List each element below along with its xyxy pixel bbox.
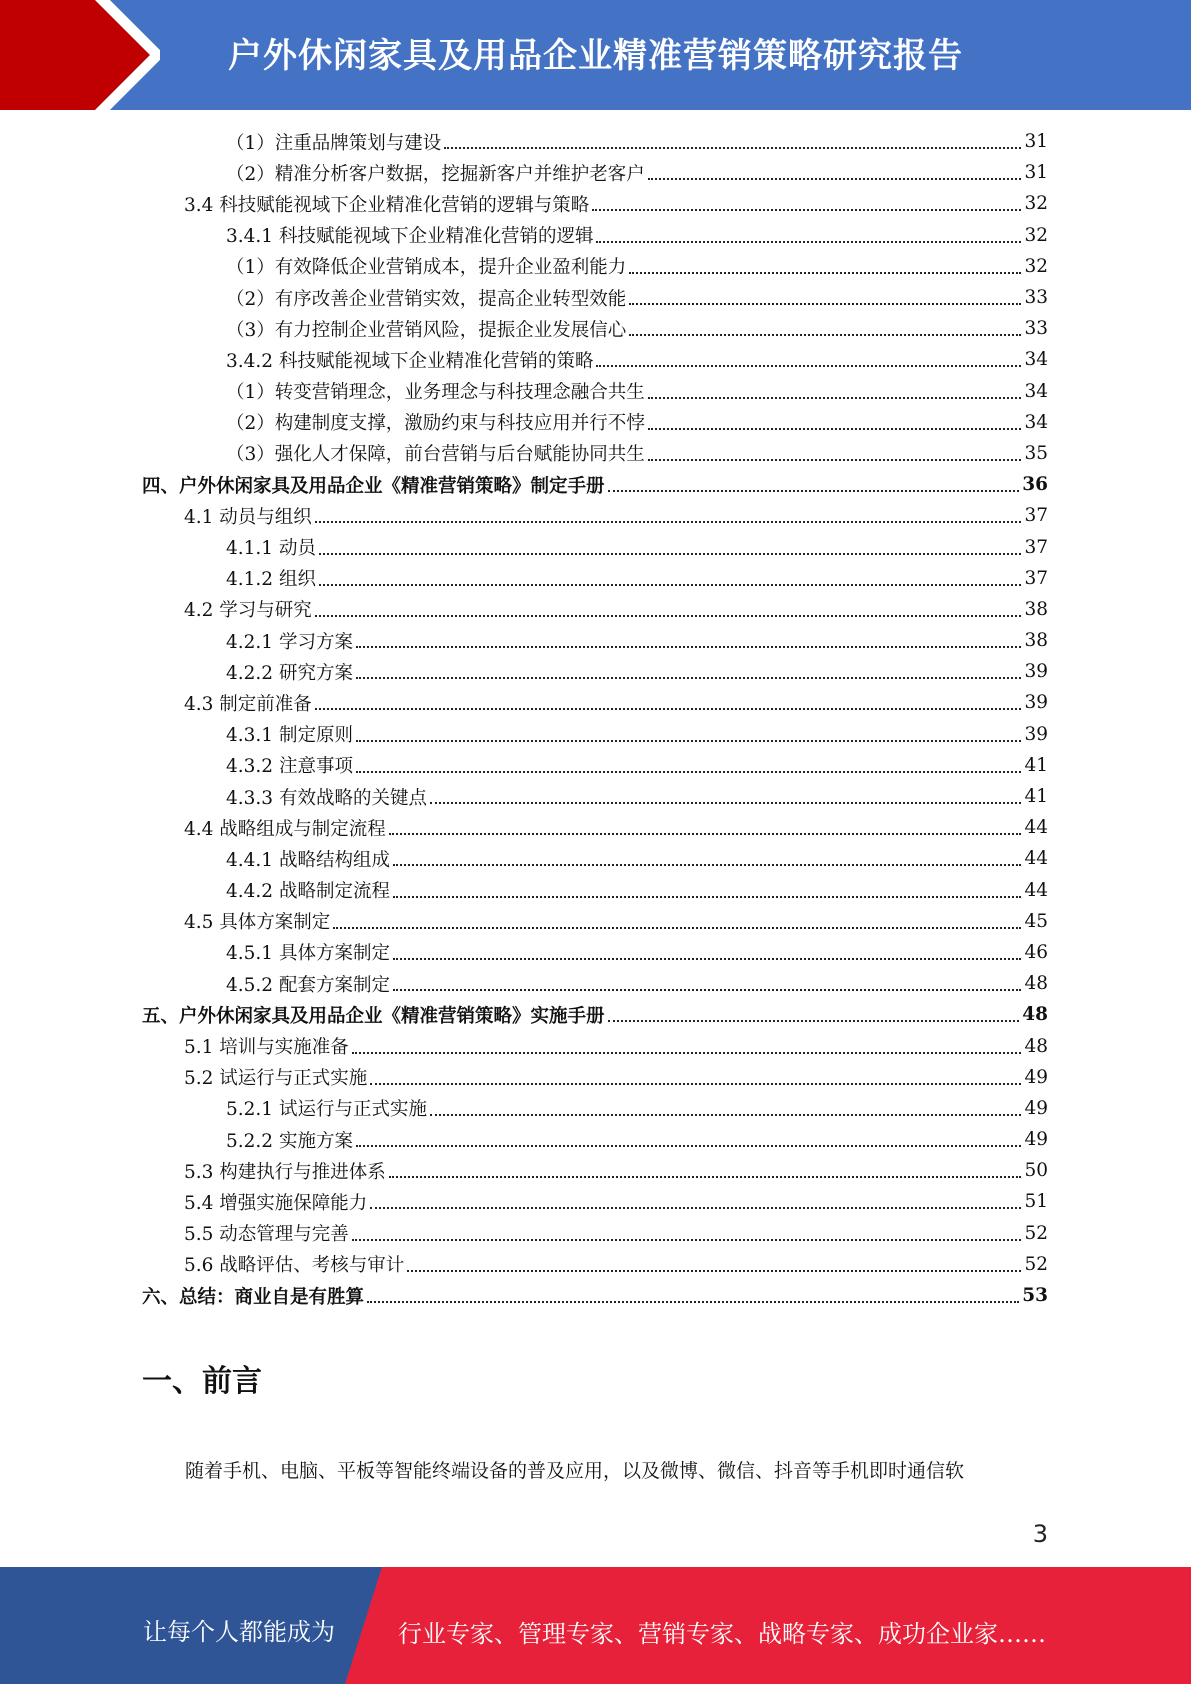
toc-entry-label: 五、户外休闲家具及用品企业《精准营销策略》实施手册 (142, 1005, 605, 1027)
page-header (0, 0, 1191, 110)
toc-entry-page: 51 (1024, 1191, 1048, 1213)
toc-entry-label: 4.3.3 有效战略的关键点 (226, 787, 427, 809)
toc-entry-label: 4.2.1 学习方案 (226, 631, 353, 653)
toc-entry-label: 5.5 动态管理与完善 (184, 1224, 349, 1246)
toc-entry-page: 32 (1024, 224, 1048, 246)
toc-entry[interactable] (142, 843, 1048, 874)
toc-entry-page: 33 (1024, 318, 1048, 340)
toc-entry-page: 46 (1024, 941, 1048, 963)
toc-entry[interactable] (142, 500, 1048, 531)
toc-entry-page: 48 (1022, 1004, 1048, 1026)
section-heading: 一、前言 (142, 1364, 262, 1399)
toc-entry[interactable] (142, 1155, 1048, 1186)
toc-dot-leader (356, 645, 1022, 648)
toc-entry-page: 31 (1024, 131, 1048, 153)
toc-entry[interactable] (142, 563, 1048, 594)
toc-entry-page: 39 (1024, 661, 1048, 683)
toc-entry-page: 44 (1024, 817, 1048, 839)
toc-entry-label: 4.4.2 战略制定流程 (226, 881, 390, 903)
toc-dot-leader (356, 770, 1022, 773)
toc-entry[interactable] (142, 875, 1048, 906)
toc-entry-label: 4.1.2 组织 (226, 569, 316, 591)
footer-roles: 行业专家、管理专家、营销专家、战略专家、成功企业家…… (398, 1620, 1046, 1648)
toc-entry-page: 49 (1024, 1097, 1048, 1119)
toc-entry-page: 31 (1024, 162, 1048, 184)
header-red-chevron (0, 0, 160, 110)
toc-entry-label: （2）有序改善企业营销实效，提高企业转型效能 (226, 288, 627, 310)
toc-entry[interactable] (142, 220, 1048, 251)
toc-entry[interactable] (142, 376, 1048, 407)
toc-entry-page: 38 (1024, 630, 1048, 652)
toc-entry[interactable] (142, 656, 1048, 687)
toc-dot-leader (629, 302, 1021, 305)
toc-entry-page: 44 (1024, 848, 1048, 870)
toc-entry-page: 36 (1022, 474, 1048, 496)
toc-dot-leader (319, 583, 1022, 586)
toc-entry-page: 34 (1024, 349, 1048, 371)
toc-entry-label: 5.2.2 实施方案 (226, 1130, 353, 1152)
toc-dot-leader (393, 895, 1021, 898)
toc-entry-label: 4.5.1 具体方案制定 (226, 943, 390, 965)
toc-entry-page: 41 (1024, 786, 1048, 808)
toc-dot-leader (592, 208, 1021, 211)
toc-entry[interactable] (142, 438, 1048, 469)
toc-entry-label: 3.4.2 科技赋能视域下企业精准化营销的策略 (226, 350, 594, 372)
toc-entry-page: 52 (1024, 1253, 1048, 1275)
toc-entry[interactable] (142, 1093, 1048, 1124)
toc-dot-leader (356, 739, 1022, 742)
toc-entry[interactable] (142, 968, 1048, 999)
toc-entry-label: 4.1 动员与组织 (184, 506, 312, 528)
toc-entry-label: 四、户外休闲家具及用品企业《精准营销策略》制定手册 (142, 475, 605, 497)
toc-entry-label: 4.1.1 动员 (226, 538, 316, 560)
toc-entry[interactable] (142, 937, 1048, 968)
toc-entry-label: 4.5.2 配套方案制定 (226, 974, 390, 996)
toc-entry[interactable] (142, 812, 1048, 843)
toc-entry-page: 39 (1024, 692, 1048, 714)
toc-dot-leader (356, 676, 1022, 679)
toc-entry-label: 3.4 科技赋能视域下企业精准化营销的逻辑与策略 (184, 194, 590, 216)
page-number: 3 (1032, 1520, 1048, 1548)
toc-entry[interactable] (142, 625, 1048, 656)
toc-dot-leader (315, 707, 1022, 710)
toc-entry-page: 53 (1022, 1285, 1048, 1307)
toc-dot-leader (430, 801, 1021, 804)
toc-dot-leader (393, 957, 1021, 960)
toc-dot-leader (315, 520, 1022, 523)
toc-entry-label: 4.5 具体方案制定 (184, 912, 331, 934)
toc-entry-page: 38 (1024, 598, 1048, 620)
toc-entry[interactable] (142, 282, 1048, 313)
toc-entry[interactable] (142, 1186, 1048, 1217)
body-paragraph: 随着手机、电脑、平板等智能终端设备的普及应用，以及微博、微信、抖音等手机即时通信软 (185, 1460, 965, 1482)
toc-dot-leader (648, 458, 1022, 461)
toc-dot-leader (356, 1144, 1022, 1147)
toc-dot-leader (648, 177, 1022, 180)
toc-entry-page: 45 (1024, 910, 1048, 932)
toc-entry[interactable] (142, 251, 1048, 282)
toc-entry-page: 32 (1024, 193, 1048, 215)
toc-entry-label: 4.4.1 战略结构组成 (226, 849, 390, 871)
toc-entry[interactable] (142, 1280, 1048, 1311)
toc-entry-page: 34 (1024, 411, 1048, 433)
toc-entry[interactable] (142, 157, 1048, 188)
toc-dot-leader (319, 552, 1022, 555)
toc-entry-page: 41 (1024, 754, 1048, 776)
toc-entry-label: （2）精准分析客户数据，挖掘新客户并维护老客户 (226, 163, 645, 185)
footer-slogan: 让每个人都能成为 (143, 1618, 335, 1646)
toc-entry[interactable] (142, 188, 1048, 219)
toc-entry[interactable] (142, 531, 1048, 562)
toc-dot-leader (648, 396, 1022, 399)
toc-dot-leader (370, 1206, 1021, 1209)
toc-entry-label: 5.2 试运行与正式实施 (184, 1068, 368, 1090)
toc-dot-leader (352, 1238, 1022, 1241)
toc-entry[interactable] (142, 407, 1048, 438)
toc-dot-leader (370, 1082, 1021, 1085)
toc-entry-page: 37 (1024, 567, 1048, 589)
toc-dot-leader (608, 489, 1020, 492)
toc-entry-page: 35 (1024, 442, 1048, 464)
toc-entry-label: （3）有力控制企业营销风险，提振企业发展信心 (226, 319, 627, 341)
toc-entry-page: 33 (1024, 287, 1048, 309)
toc-entry[interactable] (142, 594, 1048, 625)
toc-entry[interactable] (142, 344, 1048, 375)
toc-entry-label: （2）构建制度支撑，激励约束与科技应用并行不悖 (226, 413, 645, 435)
toc-dot-leader (393, 988, 1021, 991)
toc-entry-label: 5.1 培训与实施准备 (184, 1037, 349, 1059)
toc-entry[interactable] (142, 1062, 1048, 1093)
toc-entry[interactable] (142, 313, 1048, 344)
toc-entry-label: 3.4.1 科技赋能视域下企业精准化营销的逻辑 (226, 226, 594, 248)
toc-dot-leader (430, 1113, 1021, 1116)
toc-dot-leader (596, 364, 1021, 367)
toc-entry-label: （1）转变营销理念，业务理念与科技理念融合共生 (226, 382, 645, 404)
toc-entry[interactable] (142, 687, 1048, 718)
toc-entry-label: 5.4 增强实施保障能力 (184, 1192, 368, 1214)
toc-entry-label: （3）强化人才保障，前台营销与后台赋能协同共生 (226, 444, 645, 466)
toc-dot-leader (407, 1269, 1021, 1272)
toc-entry-page: 48 (1024, 1035, 1048, 1057)
toc-entry[interactable] (142, 1030, 1048, 1061)
toc-entry-page: 37 (1024, 505, 1048, 527)
toc-entry-page: 32 (1024, 255, 1048, 277)
table-of-contents (142, 126, 1048, 1311)
toc-dot-leader (629, 271, 1021, 274)
toc-dot-leader (596, 240, 1021, 243)
toc-entry-page: 48 (1024, 973, 1048, 995)
toc-entry[interactable] (142, 999, 1048, 1030)
toc-entry[interactable] (142, 1218, 1048, 1249)
toc-entry-label: 4.3 制定前准备 (184, 693, 312, 715)
toc-entry-label: 4.3.2 注意事项 (226, 756, 353, 778)
toc-dot-leader (389, 1175, 1022, 1178)
report-title: 户外休闲家具及用品企业精准营销策略研究报告 (228, 36, 963, 76)
toc-entry-page: 34 (1024, 380, 1048, 402)
toc-dot-leader (389, 832, 1022, 835)
toc-entry-page: 39 (1024, 723, 1048, 745)
toc-dot-leader (629, 333, 1021, 336)
toc-entry[interactable] (142, 1124, 1048, 1155)
toc-entry-label: 4.2.2 研究方案 (226, 662, 353, 684)
toc-entry-page: 52 (1024, 1222, 1048, 1244)
toc-dot-leader (393, 863, 1021, 866)
toc-entry-label: （1）有效降低企业营销成本，提升企业盈利能力 (226, 257, 627, 279)
toc-entry[interactable] (142, 906, 1048, 937)
toc-dot-leader (648, 427, 1022, 430)
toc-entry-label: （1）注重品牌策划与建设 (226, 132, 442, 154)
toc-entry-label: 4.4 战略组成与制定流程 (184, 818, 386, 840)
toc-entry-label: 5.3 构建执行与推进体系 (184, 1161, 386, 1183)
toc-dot-leader (315, 614, 1022, 617)
toc-entry-page: 44 (1024, 879, 1048, 901)
toc-dot-leader (367, 1300, 1019, 1303)
toc-entry-page: 49 (1024, 1066, 1048, 1088)
toc-entry-page: 37 (1024, 536, 1048, 558)
toc-entry[interactable] (142, 781, 1048, 812)
toc-entry-label: 5.2.1 试运行与正式实施 (226, 1099, 427, 1121)
toc-entry-label: 4.3.1 制定原则 (226, 725, 353, 747)
toc-entry-page: 50 (1024, 1160, 1048, 1182)
toc-entry-label: 4.2 学习与研究 (184, 600, 312, 622)
toc-entry-label: 六、总结：商业自是有胜算 (142, 1286, 365, 1308)
toc-entry[interactable] (142, 750, 1048, 781)
toc-entry[interactable] (142, 126, 1048, 157)
toc-dot-leader (444, 146, 1021, 149)
toc-dot-leader (352, 1051, 1022, 1054)
toc-entry[interactable] (142, 1249, 1048, 1280)
toc-entry[interactable] (142, 719, 1048, 750)
toc-dot-leader (333, 926, 1021, 929)
toc-entry-page: 49 (1024, 1129, 1048, 1151)
toc-entry-label: 5.6 战略评估、考核与审计 (184, 1255, 405, 1277)
toc-entry[interactable] (142, 469, 1048, 500)
toc-dot-leader (608, 1019, 1020, 1022)
